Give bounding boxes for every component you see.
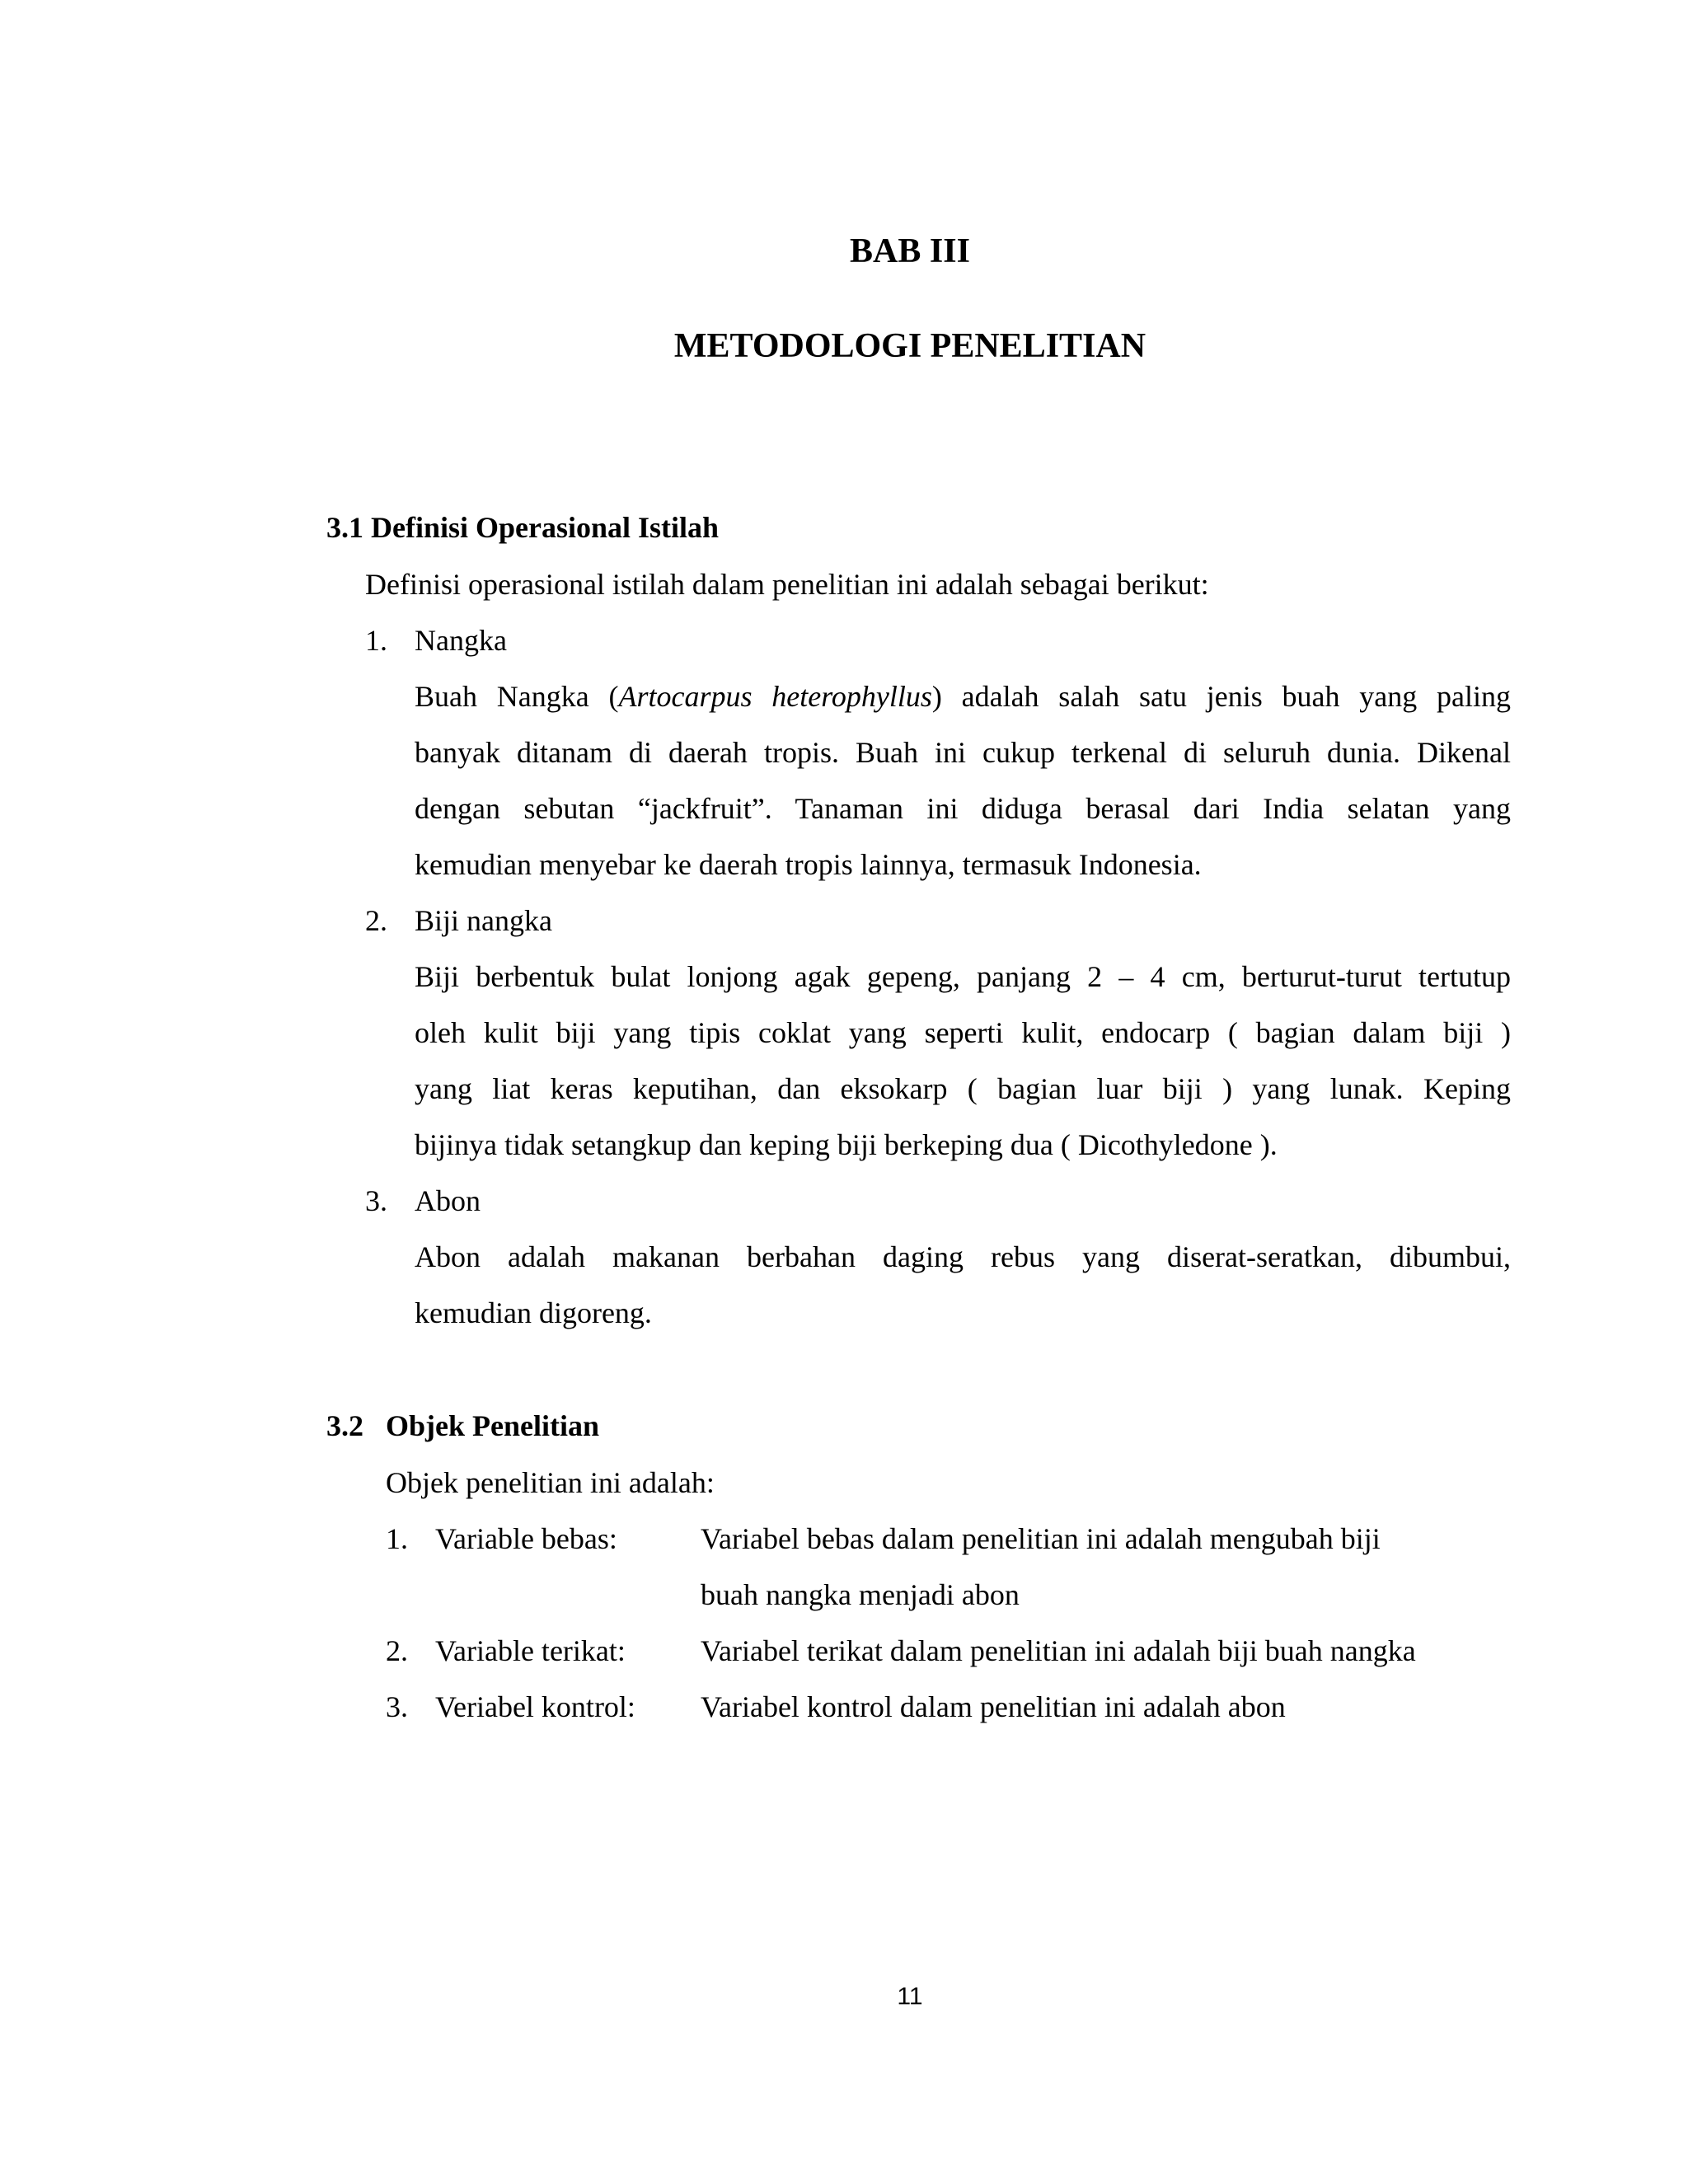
variable-description: Variabel bebas dalam penelitian ini adalah mengubah biji [701,1522,1381,1555]
paragraph-line: Biji berbentuk bulat lonjong agak gepeng, panjang 2 – 4 cm, berturut-turut tertutup [415,960,1511,993]
scientific-name: Artocarpus heterophyllus [618,680,932,713]
paragraph-line: yang liat keras keputihan, dan eksokarp ( bagian luar biji ) yang lunak. Keping [415,1072,1511,1105]
list-item-number: 1. [365,624,387,657]
paragraph-line: dengan sebutan “jackfruit”. Tanaman ini diduga berasal dari India selatan yang [415,792,1511,825]
variable-description: buah nangka menjadi abon [701,1578,1020,1611]
text-fragment: Buah Nangka ( [415,680,619,713]
list-item-term: Abon [415,1184,481,1217]
section-heading-3-1: 3.1 Definisi Operasional Istilah [326,511,720,544]
paragraph-line [415,678,1511,715]
variable-label: Veriabel kontrol: [435,1690,635,1723]
variable-number: 2. [386,1634,408,1667]
section-heading-3-2: Objek Penelitian [386,1409,599,1442]
paragraph-line: kemudian digoreng. [415,1296,652,1329]
section-intro: Objek penelitian ini adalah: [386,1466,715,1499]
variable-label: Variable bebas: [435,1522,617,1555]
chapter-title: METODOLOGI PENELITIAN [673,327,1146,365]
section-heading-number-3-2: 3.2 [326,1409,363,1442]
paragraph-line: oleh kulit biji yang tipis coklat yang seperti kulit, endocarp ( bagian dalam biji ) [415,1016,1511,1049]
paragraph-line: banyak ditanam di daerah tropis. Buah ini cukup terkenal di seluruh dunia. Dikenal [415,736,1511,769]
paragraph-line: Abon adalah makanan berbahan daging rebus yang diserat-seratkan, dibumbui, [415,1240,1511,1273]
section-intro: Definisi operasional istilah dalam penelitian ini adalah sebagai berikut: [365,568,1209,601]
variable-description: Variabel kontrol dalam penelitian ini adalah abon [701,1690,1286,1723]
list-item-term: Biji nangka [415,904,552,937]
variable-number: 3. [386,1690,408,1723]
list-item-term: Nangka [415,624,507,657]
text-fragment: ) adalah salah satu jenis buah yang paling [931,680,1512,713]
variable-description: Variabel terikat dalam penelitian ini adalah biji buah nangka [701,1634,1416,1667]
chapter-number: BAB III [850,232,970,270]
list-item-number: 3. [365,1184,387,1217]
variable-label: Variable terikat: [435,1634,626,1667]
variable-number: 1. [386,1522,408,1555]
page-number: 11 [897,1983,923,2010]
paragraph-line: kemudian menyebar ke daerah tropis lainnya, termasuk Indonesia. [415,848,1202,881]
paragraph-line: bijinya tidak setangkup dan keping biji berkeping dua ( Dicothyledone ). [415,1128,1278,1161]
list-item-number: 2. [365,904,387,937]
